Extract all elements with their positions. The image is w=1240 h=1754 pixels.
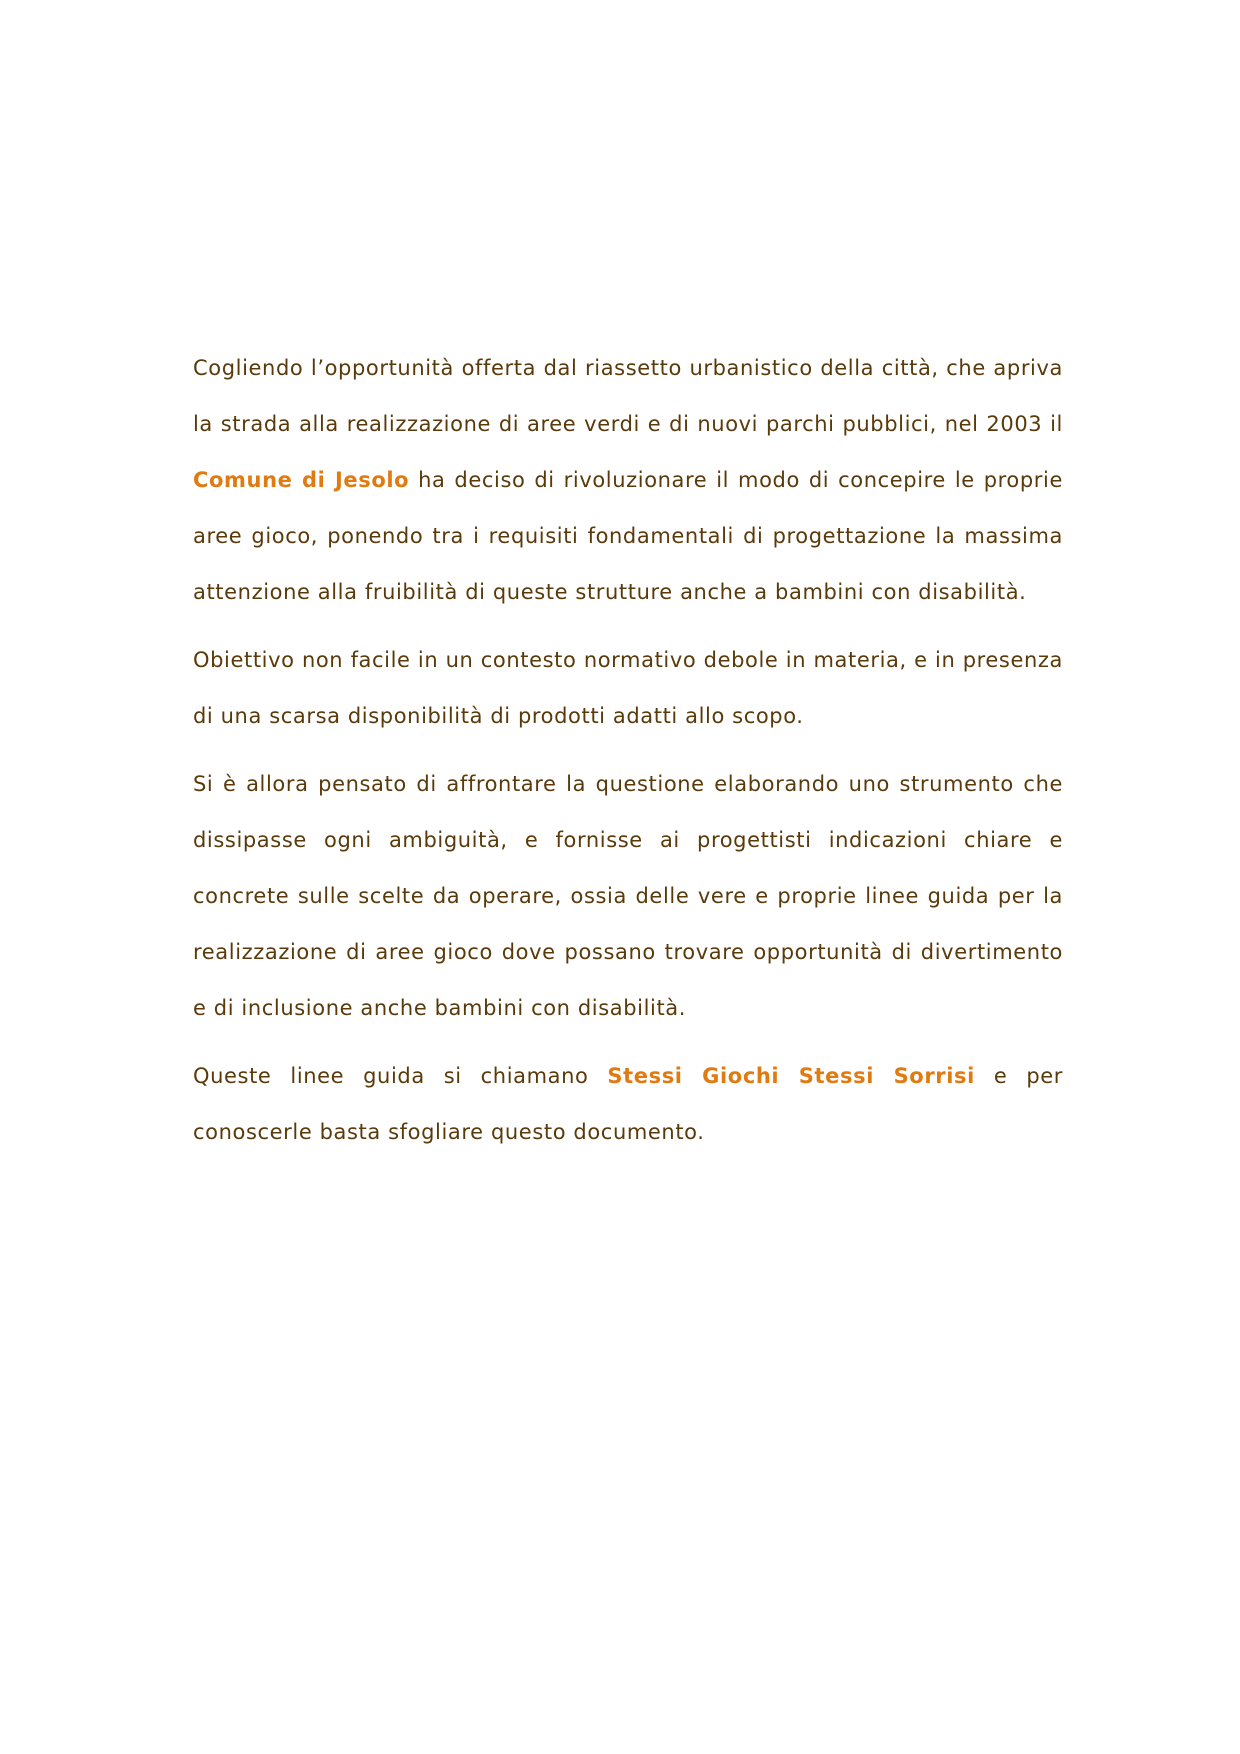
paragraph-guidelines [193, 1048, 1063, 1160]
paragraph-intro [193, 340, 1063, 620]
body-text [193, 340, 1063, 1172]
paragraph-guidelines-text-start: Queste linee guida si chiamano [193, 1064, 608, 1088]
highlight-comune-di-jesolo: Comune di Jesolo [193, 468, 410, 492]
highlight-stessi-giochi-stessi-sorrisi: Stessi Giochi Stessi Sorrisi [607, 1064, 975, 1088]
paragraph-intro-text-start: Cogliendo l’opportunità offerta dal riassetto urbanistico della città, che apriva la strada alla realizzazione di aree verdi e di nuovi parchi pubblici, nel 2003 il [193, 356, 1063, 436]
paragraph-guidelines-text-end: e per conoscerle basta sfogliare questo documento. [193, 1064, 1063, 1144]
paragraph-approach: Si è allora pensato di affrontare la questione elaborando uno strumento che dissipasse ogni ambiguità, e fornisse ai progettisti indicazioni chiare e concrete sulle scelte da operare, ossia delle vere e proprie linee guida per la realizzazione di aree gioco dove possano trovare opportunità di divertimento e di inclusione anche bambini con disabilità. [193, 772, 1063, 1020]
paragraph-objective: Obiettivo non facile in un contesto normativo debole in materia, e in presenza di una scarsa disponibilità di prodotti adatti allo scopo. [193, 648, 1063, 728]
paragraph-intro-text-end: ha deciso di rivoluzionare il modo di concepire le proprie aree gioco, ponendo tra i requisiti fondamentali di progettazione la massima attenzione alla fruibilità di queste strutture anche a bambini con disabilità. [193, 468, 1063, 604]
